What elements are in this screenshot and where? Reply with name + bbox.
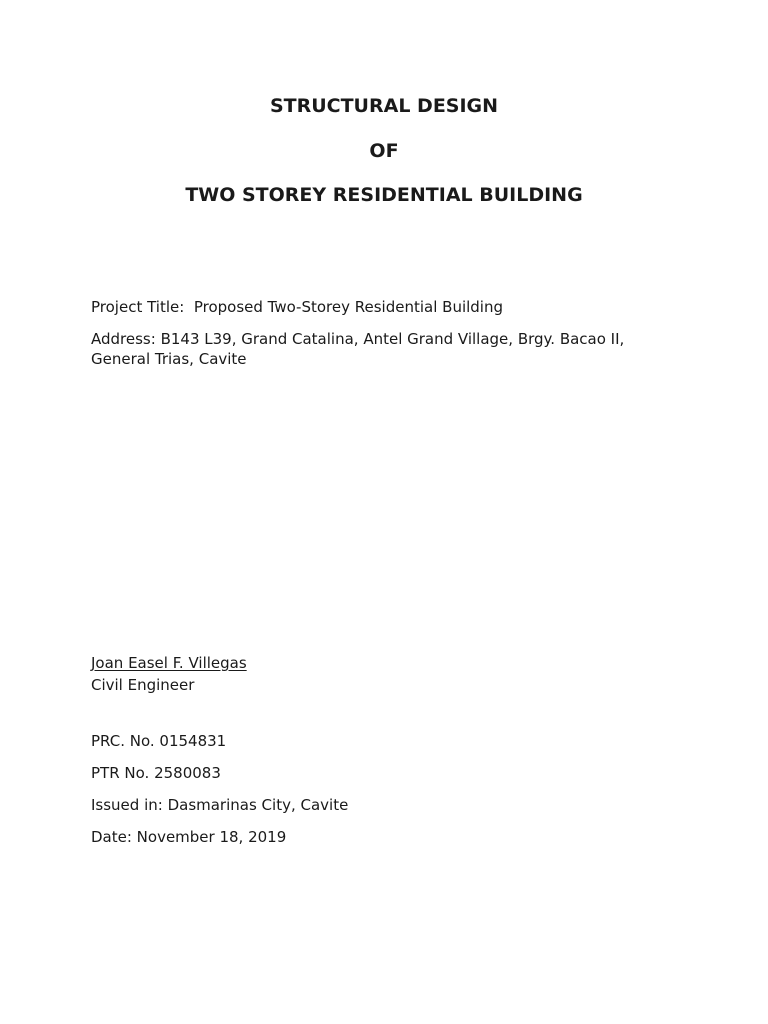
- issued-in: Issued in: Dasmarinas City, Cavite: [91, 796, 349, 814]
- address-value: B143 L39, Grand Catalina, Antel Grand Village, Brgy. Bacao II, General Trias, Cavite: [91, 330, 625, 368]
- engineer-title: Civil Engineer: [91, 676, 195, 694]
- issue-date: Date: November 18, 2019: [91, 828, 287, 846]
- address-line: [91, 329, 681, 369]
- title-line-1: STRUCTURAL DESIGN: [269, 95, 499, 117]
- title-line-2: OF: [369, 140, 399, 162]
- project-title-line: [91, 297, 691, 317]
- project-title-value: Proposed Two-Storey Residential Building: [193, 298, 504, 316]
- project-title-label: Project Title:: [91, 298, 194, 316]
- address-label: Address:: [91, 330, 161, 348]
- prc-number: PRC. No. 0154831: [91, 732, 227, 750]
- title-line-3: TWO STOREY RESIDENTIAL BUILDING: [185, 184, 583, 206]
- ptr-number: PTR No. 2580083: [91, 764, 221, 782]
- engineer-name: Joan Easel F. Villegas: [91, 654, 247, 672]
